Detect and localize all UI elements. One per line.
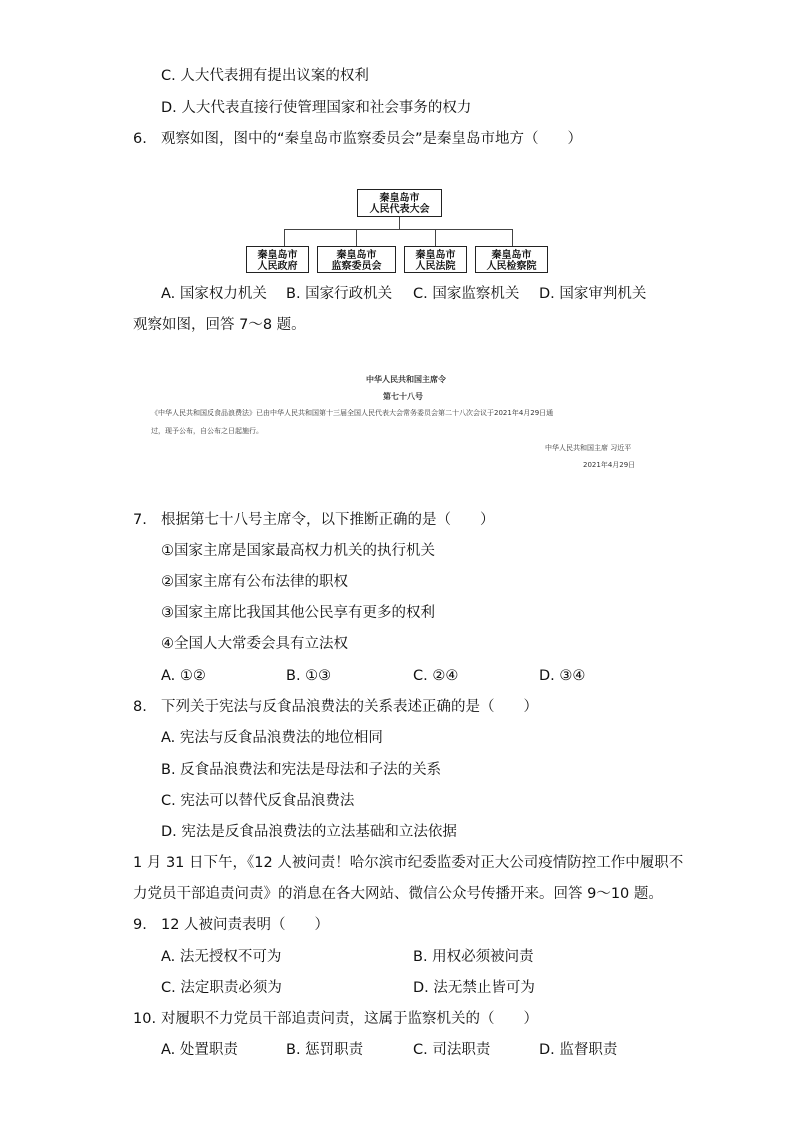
decree-body-line1: 《中华人民共和国反食品浪费法》已由中华人民共和国第十三届全国人民代表大会常务委员会第二十八次会议于2021年4月29日通 — [151, 409, 554, 417]
decree-signature: 中华人民共和国主席 习近平 — [545, 444, 632, 452]
org-box-court: 秦皇岛市 人民法院 — [404, 246, 467, 273]
q9-stem: 12 人被问责表明（ ） — [161, 917, 330, 933]
q7-stem: 根据第七十八号主席令，以下推断正确的是（ ） — [161, 512, 495, 528]
org-connector-4 — [512, 229, 513, 246]
q10-option-d: D. 监督职责 — [539, 1042, 618, 1058]
q7-option-b: B. ①③ — [286, 668, 332, 684]
org-connector-horizontal — [284, 229, 513, 230]
q9-option-b: B. 用权必须被问责 — [413, 949, 534, 965]
q9-option-c: C. 法定职责必须为 — [161, 980, 282, 996]
q8-option-d: D. 宪法是反食品浪费法的立法基础和立法依据 — [161, 824, 457, 840]
org-connector-3 — [435, 229, 436, 246]
org-connector-1 — [284, 229, 285, 246]
q7-statement-2: ②国家主席有公布法律的职权 — [161, 574, 348, 590]
org-box-peoples-congress: 秦皇岛市 人民代表大会 — [357, 189, 442, 217]
q6-option-d: D. 国家审判机关 — [539, 286, 647, 302]
q7-statement-1: ①国家主席是国家最高权力机关的执行机关 — [161, 543, 435, 559]
q6-option-b: B. 国家行政机关 — [286, 286, 393, 302]
q5-option-d: D. 人大代表直接行使管理国家和社会事务的权力 — [161, 100, 472, 116]
intro-9-10-line2: 力党员干部追责问责》的消息在各大网站、微信公众号传播开来。回答 9～10 题。 — [133, 886, 663, 902]
q10-option-a: A. 处置职责 — [161, 1042, 238, 1058]
q6-number: 6. — [133, 131, 147, 147]
q9-option-a: A. 法无授权不可为 — [161, 949, 282, 965]
q6-option-a: A. 国家权力机关 — [161, 286, 267, 302]
q7-number: 7. — [133, 512, 147, 528]
q8-option-b: B. 反食品浪费法和宪法是母法和子法的关系 — [161, 762, 442, 778]
intro-7-8: 观察如图，回答 7～8 题。 — [133, 317, 306, 333]
org-connector-2 — [356, 229, 357, 246]
q7-option-c: C. ②④ — [413, 668, 459, 684]
org-box-supervisory-commission: 秦皇岛市 监察委员会 — [317, 246, 396, 273]
org-box-government: 秦皇岛市 人民政府 — [246, 246, 309, 273]
q7-statement-3: ③国家主席比我国其他公民享有更多的权利 — [161, 605, 435, 621]
q8-option-a: A. 宪法与反食品浪费法的地位相同 — [161, 730, 383, 746]
decree-number: 第七十八号 — [383, 392, 423, 401]
org-box-procuratorate: 秦皇岛市 人民检察院 — [475, 246, 548, 273]
q7-statement-4: ④全国人大常委会具有立法权 — [161, 636, 348, 652]
decree-date: 2021年4月29日 — [583, 461, 636, 469]
q5-option-c: C. 人大代表拥有提出议案的权利 — [161, 68, 369, 84]
decree-title: 中华人民共和国主席令 — [366, 375, 446, 384]
q7-option-a: A. ①② — [161, 668, 206, 684]
org-connector-vertical — [399, 217, 400, 229]
q6-stem: 观察如图，图中的“秦皇岛市监察委员会”是秦皇岛市地方（ ） — [161, 131, 583, 147]
q10-number: 10. — [133, 1011, 157, 1027]
q6-option-c: C. 国家监察机关 — [413, 286, 520, 302]
q10-option-c: C. 司法职责 — [413, 1042, 491, 1058]
q7-option-d: D. ③④ — [539, 668, 586, 684]
q10-stem: 对履职不力党员干部追责问责，这属于监察机关的（ ） — [161, 1011, 538, 1027]
q9-number: 9. — [133, 917, 147, 933]
intro-9-10-line1: 1 月 31 日下午，《12 人被问责！哈尔滨市纪委监委对正大公司疫情防控工作中履职不 — [133, 855, 684, 871]
q8-option-c: C. 宪法可以替代反食品浪费法 — [161, 793, 355, 809]
q8-stem: 下列关于宪法与反食品浪费法的关系表述正确的是（ ） — [161, 699, 538, 715]
decree-body-line2: 过，现予公布，自公布之日起施行。 — [151, 427, 263, 435]
q8-number: 8. — [133, 699, 147, 715]
q10-option-b: B. 惩罚职责 — [286, 1042, 364, 1058]
q9-option-d: D. 法无禁止皆可为 — [413, 980, 535, 996]
